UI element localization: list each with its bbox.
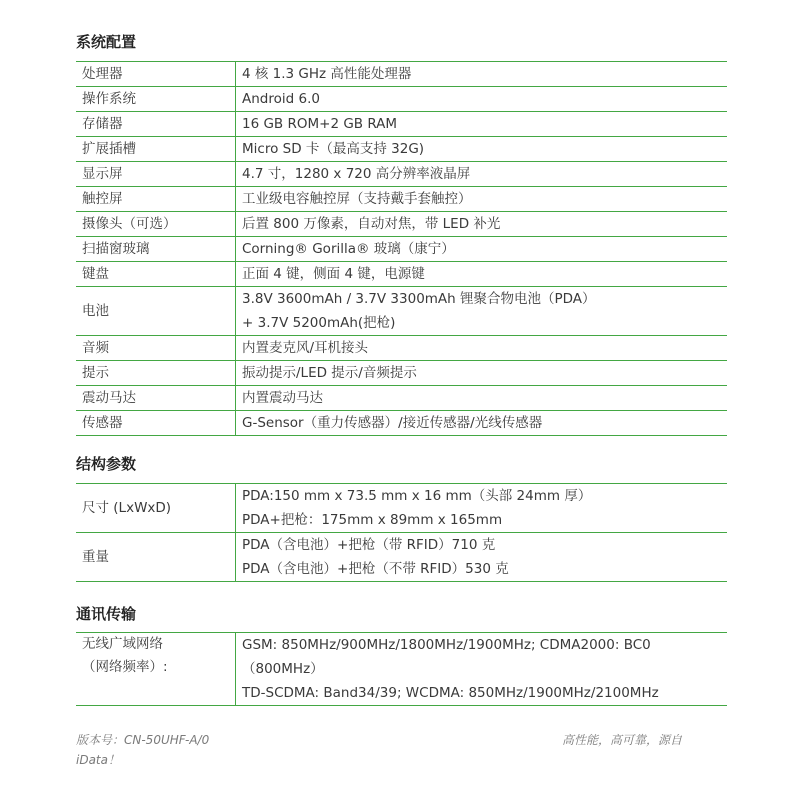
spec-value-line: （800MHz） [242,661,324,677]
table-row [76,262,727,287]
section-title-system: 系统配置 [76,33,137,51]
spec-label: 扫描窗玻璃 [76,237,236,262]
spec-value: 正面 4 键，侧面 4 键，电源键 [236,262,728,287]
spec-value: G-Sensor（重力传感器）/接近传感器/光线传感器 [242,415,543,431]
spec-label: 触控屏 [76,187,236,212]
spec-value-line: GSM: 850MHz/900MHz/1800MHz/1900MHz; CDMA2000: BC0 [242,637,651,653]
spec-label: 操作系统 [76,87,236,112]
spec-label: 传感器 [76,411,236,436]
section-title-structure: 结构参数 [76,455,137,473]
table-row [76,533,727,582]
spec-label: 摄像头（可选） [76,212,236,237]
structure-spec-table [76,483,727,582]
table-row [76,287,727,336]
spec-value-line: PDA（含电池）+把枪（带 RFID）710 克 [242,537,496,553]
brand-text: iData！ [76,753,120,767]
spec-label: 电池 [76,287,236,336]
table-row [76,87,727,112]
table-row [76,187,727,212]
spec-value-line: PDA:150 mm x 73.5 mm x 16 mm（头部 24mm 厚） [242,488,592,504]
spec-label-line: 无线广域网络 [82,636,163,652]
table-row [76,411,727,436]
slogan-text: 高性能，高可靠，源自 [562,733,683,747]
spec-label: 键盘 [76,262,236,287]
table-row [76,336,727,361]
spec-value-line: + 3.7V 5200mAh(把枪) [242,315,396,331]
system-spec-table [76,61,727,436]
table-row [76,237,727,262]
spec-value: 内置震动马达 [236,386,728,411]
spec-value: 振动提示/LED 提示/音频提示 [236,361,728,386]
table-row [76,361,727,386]
spec-label: 尺寸 (LxWxD) [76,484,236,533]
table-row [76,137,727,162]
table-row [76,62,727,87]
table-row [76,212,727,237]
spec-label-line: （网络频率）: [82,659,168,675]
spec-value [236,484,728,533]
spec-label: 存储器 [76,112,236,137]
spec-value-line: 3.8V 3600mAh / 3.7V 3300mAh 锂聚合物电池（PDA） [242,291,596,307]
spec-label: 震动马达 [76,386,236,411]
table-row [76,633,727,706]
spec-value: 4 核 1.3 GHz 高性能处理器 [236,62,728,87]
spec-value-line: TD-SCDMA: Band34/39; WCDMA: 850MHz/1900MHz/2100MHz [242,685,659,701]
spec-value [236,287,728,336]
spec-label: 重量 [76,533,236,582]
spec-value: Corning® Gorilla® 玻璃（康宁） [236,237,728,262]
comm-spec-table [76,632,727,706]
spec-value-line: PDA（含电池）+把枪（不带 RFID）530 克 [242,561,509,577]
spec-value [236,633,728,706]
spec-value: Android 6.0 [236,87,728,112]
spec-value: 后置 800 万像素，自动对焦，带 LED 补光 [236,212,728,237]
version-text: 版本号：CN-50UHF-A/0 [76,733,210,747]
spec-value: 内置麦克风/耳机接头 [236,336,728,361]
spec-value: 工业级电容触控屏（支持戴手套触控） [236,187,728,212]
table-row [76,112,727,137]
table-row [76,484,727,533]
spec-label: 处理器 [76,62,236,87]
table-row [76,162,727,187]
spec-value: 16 GB ROM+2 GB RAM [236,112,728,137]
spec-label: 音频 [76,336,236,361]
spec-value: Micro SD 卡（最高支持 32G) [236,137,728,162]
spec-label [76,633,236,706]
spec-value: 4.7 寸，1280 x 720 高分辨率液晶屏 [236,162,728,187]
spec-value [236,533,728,582]
spec-label: 显示屏 [76,162,236,187]
section-title-comm: 通讯传输 [76,605,137,623]
spec-value-line: PDA+把枪：175mm x 89mm x 165mm [242,512,503,528]
table-row [76,386,727,411]
spec-label: 扩展插槽 [76,137,236,162]
spec-label: 提示 [76,361,236,386]
